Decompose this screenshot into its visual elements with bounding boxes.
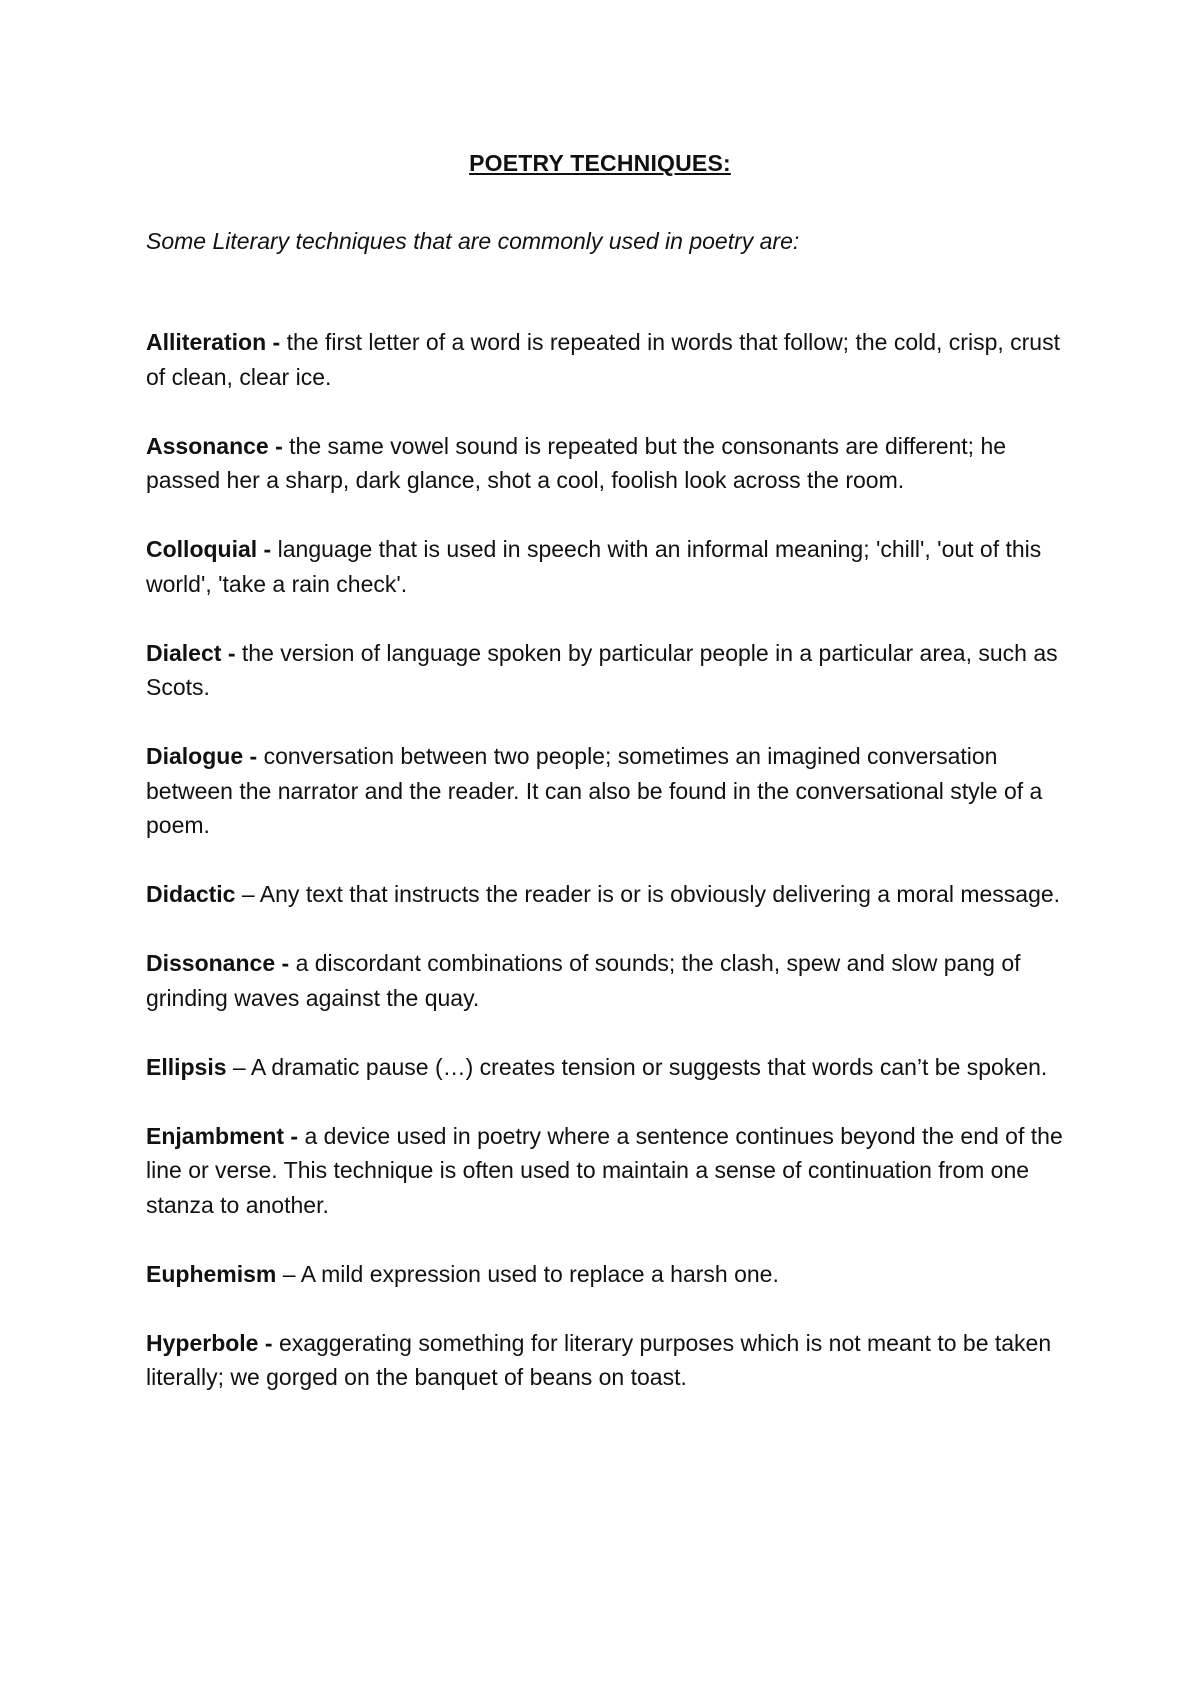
term-definition: the first letter of a word is repeated in words that follow; the cold, crisp, crust of clean, clear ice. xyxy=(146,329,1060,390)
entry-dialogue xyxy=(146,739,1066,843)
term-definition: A dramatic pause (…) creates tension or suggests that words can’t be spoken. xyxy=(250,1053,1048,1080)
term-separator: - xyxy=(268,432,290,459)
term-definition: a discordant combinations of sounds; the clash, spew and slow pang of grinding waves against the quay. xyxy=(146,950,1021,1011)
term-separator: – xyxy=(226,1053,251,1080)
technique-list xyxy=(146,325,1066,1429)
page-title: POETRY TECHNIQUES: xyxy=(469,150,731,176)
term-separator: - xyxy=(266,329,287,355)
term-separator: – xyxy=(235,881,260,907)
entry-ellipsis xyxy=(146,1050,1066,1085)
entry-assonance xyxy=(146,429,1066,498)
term-label: Didactic xyxy=(146,881,236,907)
term-label: Colloquial xyxy=(146,536,258,562)
term-separator: - xyxy=(258,1329,279,1356)
term-separator: - xyxy=(275,950,296,976)
entry-enjambment xyxy=(146,1119,1066,1223)
entry-dialect xyxy=(146,636,1066,705)
term-definition: Any text that instructs the reader is or is obviously delivering a moral message. xyxy=(259,881,1061,907)
term-definition: a device used in poetry where a sentence continues beyond the end of the line or verse. This technique is often used to maintain a sense of continuation from one stanza to another. xyxy=(146,1122,1063,1218)
term-label: Dissonance xyxy=(146,950,276,976)
term-label: Alliteration xyxy=(146,329,267,355)
term-label: Enjambment xyxy=(146,1122,285,1149)
entry-didactic xyxy=(146,877,1066,912)
term-label: Ellipsis xyxy=(146,1053,227,1080)
term-label: Assonance xyxy=(146,432,269,459)
term-separator: - xyxy=(221,639,242,666)
term-label: Euphemism xyxy=(146,1260,277,1287)
term-label: Dialogue xyxy=(146,743,244,769)
term-definition: language that is used in speech with an informal meaning; 'chill', 'out of this world', 'take a rain check'. xyxy=(146,536,1042,597)
entry-alliteration xyxy=(146,325,1066,394)
entry-colloquial xyxy=(146,532,1066,601)
term-separator: - xyxy=(243,743,264,769)
intro-text: Some Literary techniques that are commonly used in poetry are: xyxy=(146,228,800,254)
term-definition: A mild expression used to replace a harsh one. xyxy=(300,1260,779,1287)
term-separator: - xyxy=(284,1122,305,1149)
entry-euphemism xyxy=(146,1257,1066,1292)
entry-dissonance xyxy=(146,946,1066,1015)
term-definition: conversation between two people; sometimes an imagined conversation between the narrator and the reader. It can also be found in the conversational style of a poem. xyxy=(146,743,1043,838)
term-label: Hyperbole xyxy=(146,1329,259,1356)
term-definition: exaggerating something for literary purposes which is not meant to be taken literally; we gorged on the banquet of beans on toast. xyxy=(146,1329,1052,1390)
term-definition: the same vowel sound is repeated but the consonants are different; he passed her a sharp, dark glance, shot a cool, foolish look across the room. xyxy=(146,432,1007,493)
term-definition: the version of language spoken by particular people in a particular area, such as Scots. xyxy=(146,639,1058,700)
term-label: Dialect xyxy=(146,639,222,666)
term-separator: – xyxy=(276,1260,301,1287)
entry-hyperbole xyxy=(146,1326,1066,1395)
term-separator: - xyxy=(257,536,278,562)
